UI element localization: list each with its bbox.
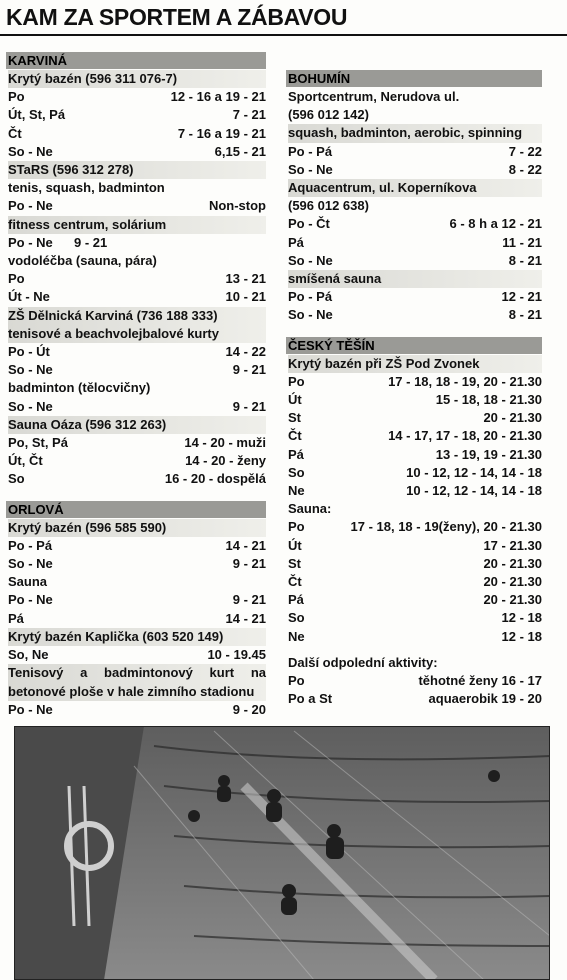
schedule-row: Po - Ne 9 - 20 xyxy=(8,701,266,717)
section-header-orlova: ORLOVÁ xyxy=(6,501,266,518)
pool-photo xyxy=(14,726,550,980)
schedule-row: Ne 12 - 18 xyxy=(288,628,542,644)
schedule-row: So - Ne 9 - 21 xyxy=(8,362,266,378)
schedule-row: Pá 14 - 21 xyxy=(8,610,266,626)
schedule-row: Po těhotné ženy 16 - 17 xyxy=(288,673,542,689)
dalsi-aktivity-name: Další odpolední aktivity: xyxy=(288,654,438,670)
schedule-row: Pá 11 - 21 xyxy=(288,234,542,250)
schedule-row: Po - Ne Non-stop xyxy=(8,198,266,214)
schedule-row: Po - Út 14 - 22 xyxy=(8,344,266,360)
stars-fitness: fitness centrum, solárium xyxy=(8,216,266,234)
tesin-sauna-name: Sauna: xyxy=(288,501,332,517)
stars-sports: tenis, squash, badminton xyxy=(8,180,165,196)
section-header-karvina: KARVINÁ xyxy=(6,52,266,69)
schedule-row: So - Ne 9 - 21 xyxy=(8,556,266,572)
schedule-row: Po - Čt 6 - 8 h a 12 - 21 xyxy=(288,216,542,232)
schedule-row: Po 17 - 18, 18 - 19, 20 - 21.30 xyxy=(288,373,542,389)
schedule-row: Út, St, Pá 7 - 21 xyxy=(8,107,266,123)
tenis-kurt-name: Tenisový a badmintonový kurt na betonové ploše v hale zimního stadionu xyxy=(8,664,266,700)
schedule-row: Po - Pá 7 - 22 xyxy=(288,143,542,159)
kaplicka-name: Krytý bazén Kaplička (603 520 149) xyxy=(8,628,266,646)
aquacentrum-phone: (596 012 638) xyxy=(288,198,369,214)
schedule-row: Po - Ne 9 - 21 xyxy=(8,234,108,250)
pool-photo-illustration xyxy=(14,726,550,980)
zs-delnicka-name: ZŠ Dělnická Karviná (736 188 333) tenisové a beachvolejbalové kurty xyxy=(8,307,266,343)
tesin-bazen-name: Krytý bazén při ZŠ Pod Zvonek xyxy=(288,355,542,373)
orlova-sauna-name: Sauna xyxy=(8,574,48,590)
sportcentrum-name: Sportcentrum, Nerudova ul. xyxy=(288,89,460,104)
schedule-row: So 10 - 12, 12 - 14, 14 - 18 xyxy=(288,464,542,480)
schedule-row: St 20 - 21.30 xyxy=(288,410,542,426)
orlova-bazen-name: Krytý bazén (596 585 590) xyxy=(8,519,266,537)
schedule-row: So - Ne 8 - 22 xyxy=(288,161,542,177)
schedule-row: Po 17 - 18, 18 - 19(ženy), 20 - 21.30 xyxy=(288,519,542,535)
schedule-row: Čt 20 - 21.30 xyxy=(288,574,542,590)
schedule-row: Pá 13 - 19, 19 - 21.30 xyxy=(288,446,542,462)
page-title: KAM ZA SPORTEM A ZÁBAVOU xyxy=(6,4,348,30)
schedule-row: So - Ne 8 - 21 xyxy=(288,252,542,268)
stars-name: STaRS (596 312 278) xyxy=(8,161,266,179)
stars-vodolecba: vodoléčba (sauna, pára) xyxy=(8,253,157,269)
sportcentrum-phone: (596 012 142) xyxy=(288,107,369,123)
schedule-row: Po - Ne 9 - 21 xyxy=(8,592,266,608)
karvina-bazen-name: Krytý bazén (596 311 076-7) xyxy=(8,70,266,88)
schedule-row: Pá 20 - 21.30 xyxy=(288,592,542,608)
zs-badminton: badminton (tělocvičny) xyxy=(8,380,151,396)
section-header-bohumin: BOHUMÍN xyxy=(286,70,542,87)
schedule-row: So - Ne 9 - 21 xyxy=(8,398,266,414)
schedule-row: Po, St, Pá 14 - 20 - muži xyxy=(8,435,266,451)
section-header-cesky-tesin: ČESKÝ TĚŠÍN xyxy=(286,337,542,354)
schedule-row: Po 12 - 16 a 19 - 21 xyxy=(8,89,266,105)
schedule-row: So 16 - 20 - dospělá xyxy=(8,471,266,487)
schedule-row: So - Ne 8 - 21 xyxy=(288,307,542,323)
schedule-row: Po - Pá 14 - 21 xyxy=(8,537,266,553)
sauna-oaza-name: Sauna Oáza (596 312 263) xyxy=(8,416,266,434)
schedule-row: Út - Ne 10 - 21 xyxy=(8,289,266,305)
schedule-row: So 12 - 18 xyxy=(288,610,542,626)
schedule-row: Út 17 - 21.30 xyxy=(288,537,542,553)
schedule-row: Po a St aquaerobik 19 - 20 xyxy=(288,691,542,707)
schedule-row: St 20 - 21.30 xyxy=(288,555,542,571)
sportcentrum-sports: squash, badminton, aerobic, spinning xyxy=(288,124,542,142)
aquacentrum-name: Aquacentrum, ul. Koperníkova xyxy=(288,179,542,197)
title-rule xyxy=(0,34,567,36)
schedule-row: Po - Pá 12 - 21 xyxy=(288,289,542,305)
schedule-row: So, Ne 10 - 19.45 xyxy=(8,647,266,663)
schedule-row: Čt 7 - 16 a 19 - 21 xyxy=(8,125,266,141)
schedule-row: Čt 14 - 17, 17 - 18, 20 - 21.30 xyxy=(288,428,542,444)
left-column xyxy=(8,50,266,719)
schedule-row: Ne 10 - 12, 12 - 14, 14 - 18 xyxy=(288,483,542,499)
smisena-sauna-name: smíšená sauna xyxy=(288,270,542,288)
schedule-row: Po 13 - 21 xyxy=(8,271,266,287)
right-column xyxy=(288,68,542,709)
schedule-row: So - Ne 6,15 - 21 xyxy=(8,143,266,159)
schedule-row: Út, Čt 14 - 20 - ženy xyxy=(8,453,266,469)
schedule-row: Út 15 - 18, 18 - 21.30 xyxy=(288,392,542,408)
